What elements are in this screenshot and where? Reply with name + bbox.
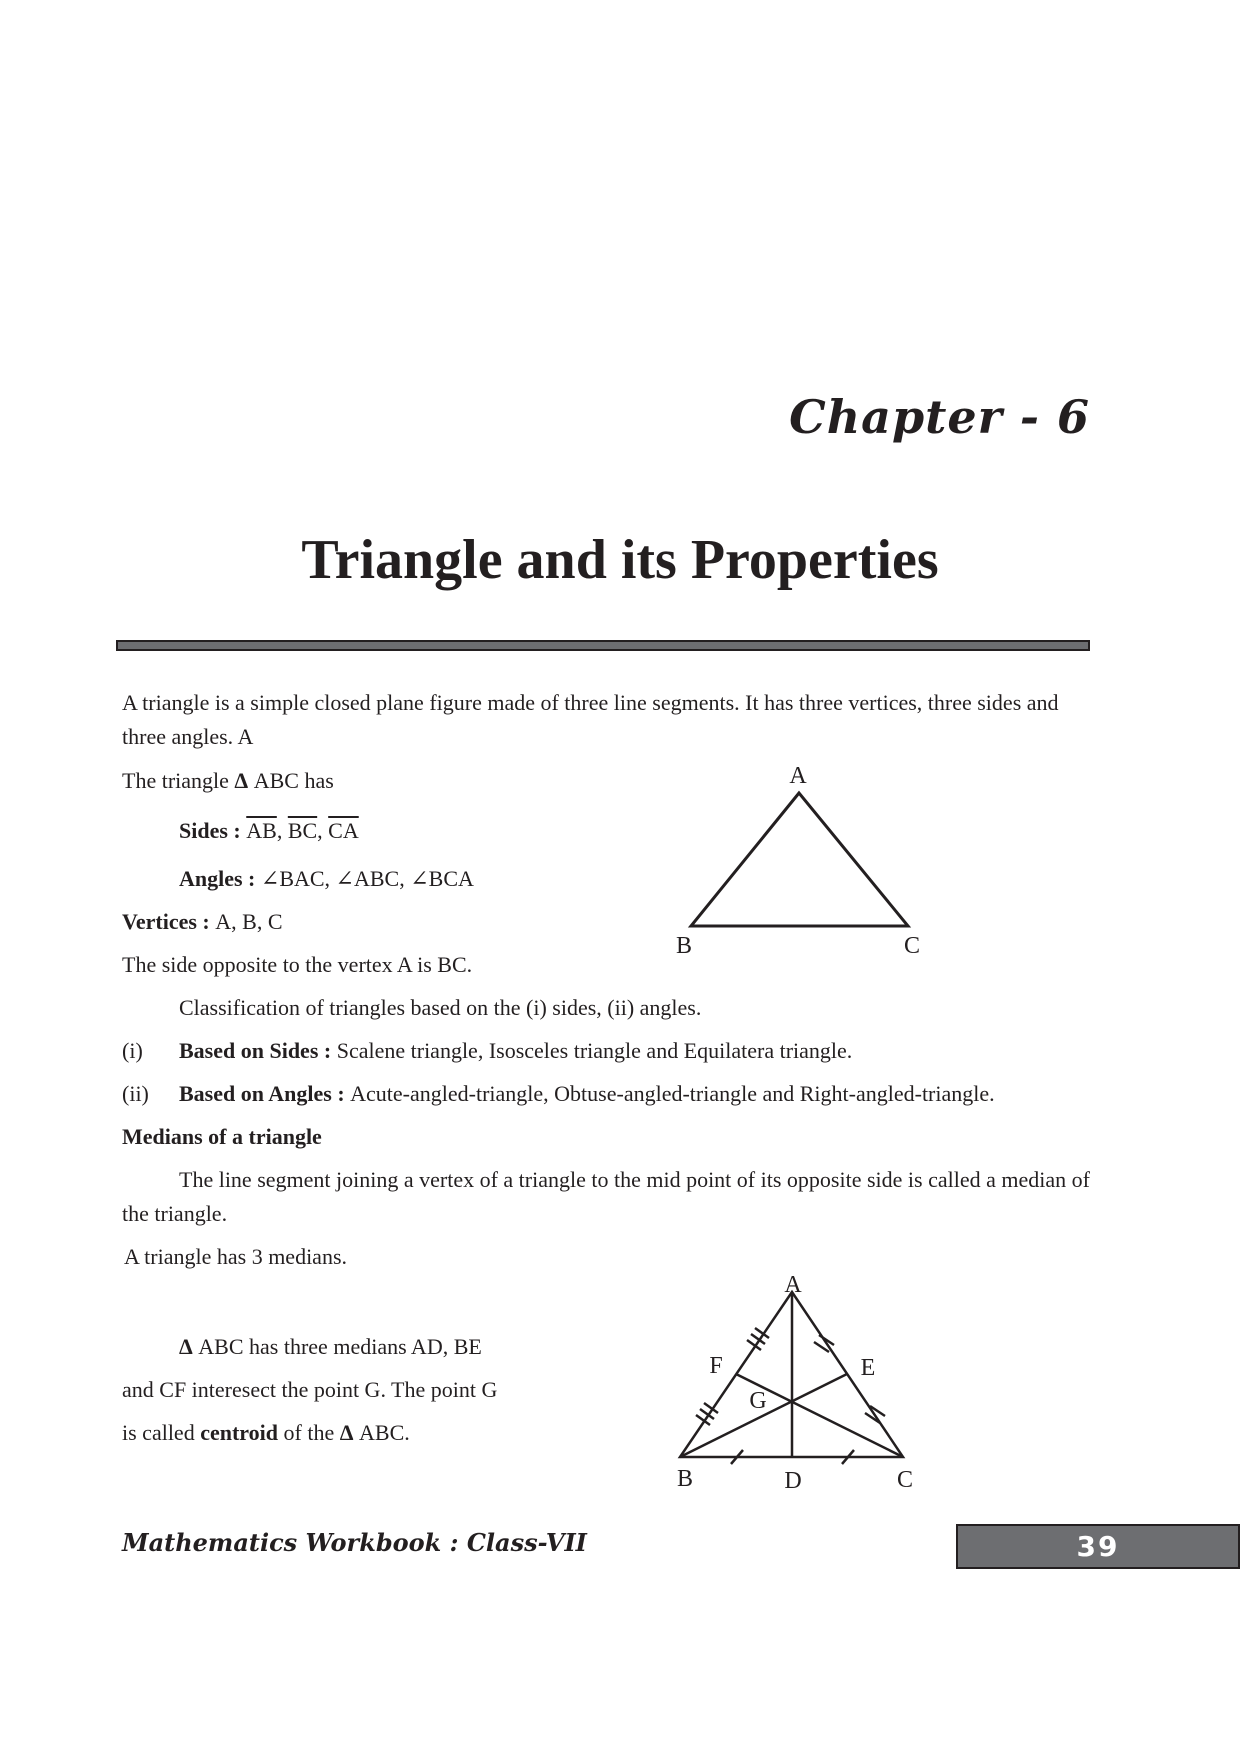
centroid-term: centroid [200, 1420, 279, 1445]
list-number: (i) [122, 1038, 143, 1063]
centroid-text-3b: of the [278, 1420, 340, 1445]
three-medians-line: A triangle has 3 medians. [124, 1244, 348, 1269]
midpoint-label-d: D [784, 1468, 802, 1494]
sides-label: Sides : [179, 818, 247, 843]
midpoint-label-e: E [860, 1355, 876, 1381]
list-label: Based on Angles : [179, 1081, 351, 1106]
list-text: Scalene triangle, Isosceles triangle and Equilatera triangle. [336, 1038, 853, 1063]
vertex-label-c: C [903, 933, 921, 959]
list-label: Based on Sides : [179, 1038, 337, 1063]
page-number: 39 [956, 1524, 1240, 1569]
triangle-abc [691, 793, 908, 926]
side-ab: $\overline{AB}$ [246, 818, 277, 843]
vertices-label: Vertices : [122, 909, 216, 934]
delta-symbol: Δ [179, 1334, 193, 1359]
footer-book-title: Mathematics Workbook : Class-VII [122, 1528, 587, 1557]
opposite-side-line: The side opposite to the vertex A is BC. [122, 952, 473, 977]
intro-line-2: three angles. A [122, 724, 254, 749]
triangle-has-prefix: The triangle [122, 768, 235, 793]
centroid-text-3c: ABC. [359, 1420, 410, 1445]
vertex-label-a: A [784, 1272, 802, 1298]
side-ca: $\overline{CA}$ [328, 818, 359, 843]
intro-line-1: A triangle is a simple closed plane figure made of three line segments. It has three vertices, three sides and [122, 690, 1059, 715]
classification-line: Classification of triangles based on the (i) sides, (ii) angles. [179, 995, 702, 1020]
list-text: Acute-angled-triangle, Obtuse-angled-triangle and Right-angled-triangle. [350, 1081, 995, 1106]
vertex-label-c: C [896, 1467, 914, 1493]
angles-value: ∠BAC, ∠ABC, ∠BCA [260, 866, 474, 891]
medians-def-line-2: the triangle. [122, 1201, 228, 1226]
centroid-line-2: and CF interesect the point G. The point G [122, 1377, 498, 1402]
page-title: Triangle and its Properties [301, 529, 939, 591]
vertex-label-b: B [675, 933, 693, 959]
vertex-label-b: B [676, 1466, 694, 1492]
angles-label: Angles : [179, 866, 261, 891]
midpoint-label-f: F [709, 1353, 723, 1379]
list-number: (ii) [122, 1081, 149, 1106]
separator: , [317, 818, 329, 843]
medians-figure-labels [677, 1272, 913, 1494]
delta-symbol: Δ [339, 1420, 354, 1445]
triangle-figure [676, 763, 920, 959]
delta-symbol: Δ [234, 768, 249, 793]
vertex-label-a: A [789, 763, 807, 789]
centroid-text-1: ABC has three medians AD, BE [198, 1334, 482, 1359]
triangle-has-suffix: ABC has [253, 768, 334, 793]
section-heading-medians: Medians of a triangle [122, 1124, 322, 1149]
medians-def-line-1: The line segment joining a vertex of a triangle to the mid point of its opposite side is called a median of [179, 1167, 1090, 1192]
centroid-label-g: G [749, 1388, 767, 1414]
chapter-number: Chapter - 6 [789, 390, 1090, 444]
side-bc: $\overline{BC}$ [287, 818, 318, 843]
centroid-text-3a: is called [122, 1420, 201, 1445]
vertices-value: A, B, C [215, 909, 283, 934]
separator: , [276, 818, 288, 843]
